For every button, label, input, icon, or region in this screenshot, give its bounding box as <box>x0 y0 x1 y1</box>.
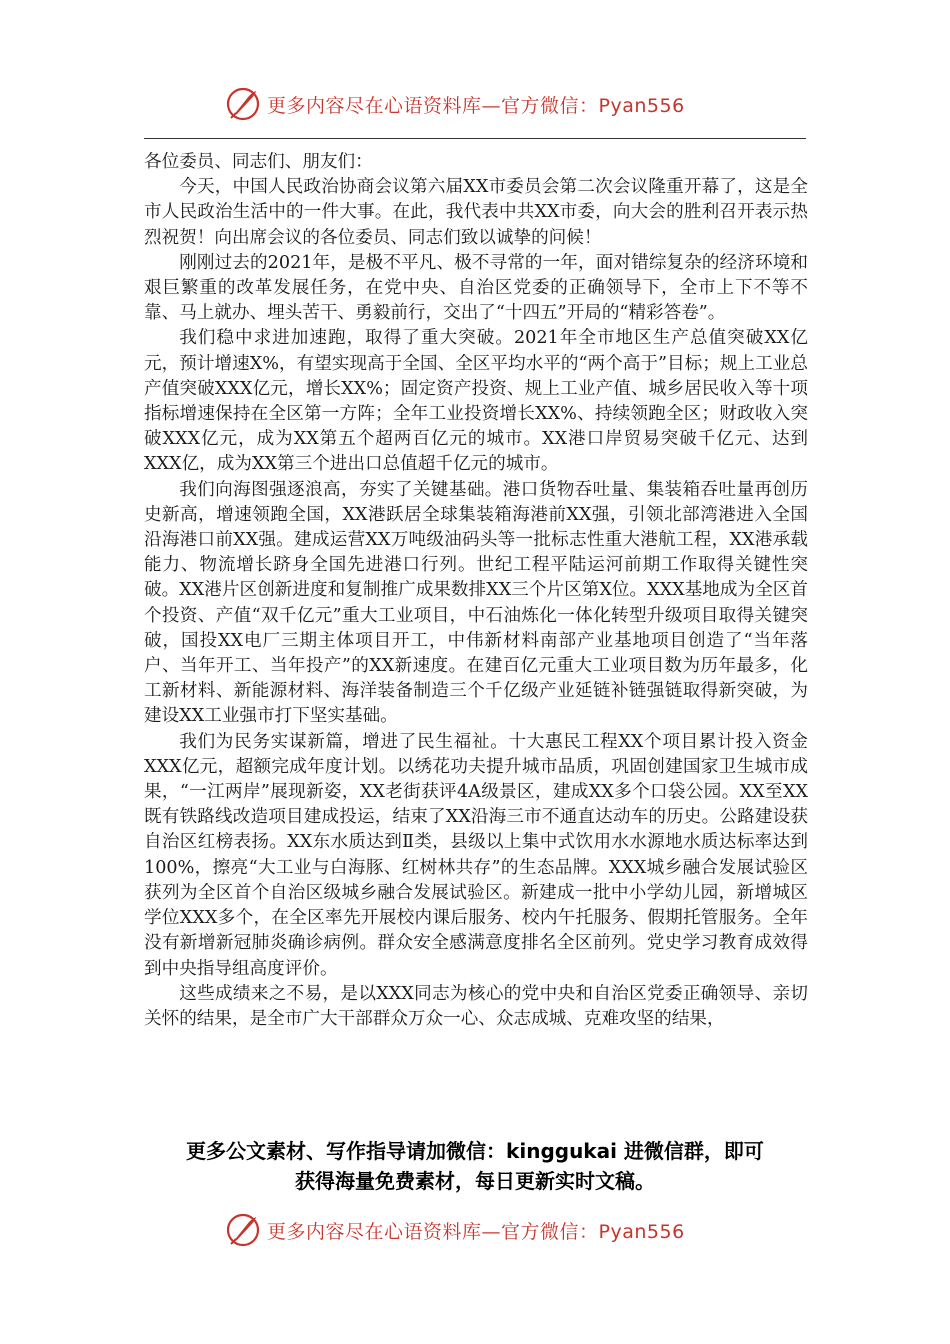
footer-banner-text <box>267 1217 685 1244</box>
header-banner <box>225 84 725 124</box>
paragraph-economic-breakthrough: 我们稳中求进加速跑，取得了重大突破。2021年全市地区生产总值突破XX亿元，预计增速X%，有望实现高于全国、全区平均水平的“两个高于”目标；规上工业总产值突破XXX亿元，增长XX%；固定资产投资、规上工业产值、城乡居民收入等十项指标增速保持在全区第一方阵；全年工业投资增长XX%、持续领跑全区；财政收入突破XXX亿元，成为XX第五个超两百亿元的城市。XX港口岸贸易突破千亿元、达到XXX亿，成为XX第三个进出口总值超千亿元的城市。 <box>144 328 808 475</box>
paragraph-opening: 今天，中国人民政治协商会议第六届XX市委员会第二次会议隆重开幕了，这是全市人民政治生活中的一件大事。在此，我代表中共XX市委，向大会的胜利召开表示热烈祝贺！向出席会议的各位委员、同志们致以诚挚的问候！ <box>144 177 808 248</box>
paragraph-port-industry: 我们向海图强逐浪高，夯实了关键基础。港口货物吞吐量、集装箱吞吐量再创历史新高，增速领跑全国，XX港跃居全球集装箱海港前XX强，引领北部湾港进入全国沿海港口前XX强。建成运营XX万吨级油码头等一批标志性重大港航工程，XX港承载能力、物流增长跻身全国先进港口行列。世纪工程平陆运河前期工作取得关键性突破。XX港片区创新进度和复制推广成果数排XX三个片区第X位。XXX基地成为全区首个投资、产值“双千亿元”重大工业项目，中石油炼化一体化转型升级项目取得关键突破，国投XX电厂三期主体项目开工，中伟新材料南部产业基地项目创造了“当年落户、当年开工、当年投产”的XX新速度。在建百亿元重大工业项目数为历年最多，化工新材料、新能源材料、海洋装备制造三个千亿级产业延链补链强链取得新突破，为建设XX工业强市打下坚实基础。 <box>144 479 808 727</box>
paragraph-review-2021: 刚刚过去的2021年，是极不平凡、极不寻常的一年，面对错综复杂的经济环境和艰巨繁重的改革发展任务，在党中央、自治区党委的正确领导下，全市上下不等不靠、马上就办、埋头苦干、勇毅前行，交出了“十四五”开局的“精彩答卷”。 <box>144 252 808 324</box>
promo-notice <box>120 1136 830 1196</box>
header-wechat-id: Pyan556 <box>598 94 685 117</box>
footer-banner <box>225 1210 725 1250</box>
footer-wechat-id: Pyan556 <box>598 1220 685 1243</box>
salutation: 各位委员、同志们、朋友们： <box>144 152 373 172</box>
quill-pen-icon <box>225 86 261 122</box>
header-banner-main: 更多内容尽在心语资料库—官方微信： <box>267 94 599 117</box>
quill-pen-icon <box>225 1212 261 1248</box>
promo-line-1: 更多公文素材、写作指导请加微信：kinggukai 进微信群，即可 <box>186 1139 764 1163</box>
paragraph-acknowledgement: 这些成绩来之不易，是以XXX同志为核心的党中央和自治区党委正确领导、亲切关怀的结果，是全市广大干部群众万众一心、众志成城、克难攻坚的结果， <box>144 983 808 1029</box>
footer-banner-main: 更多内容尽在心语资料库—官方微信： <box>267 1220 599 1243</box>
promo-line-2: 获得海量免费素材，每日更新实时文稿。 <box>295 1169 655 1193</box>
header-divider <box>144 138 806 139</box>
paragraph-livelihood: 我们为民务实谋新篇，增进了民生福祉。十大惠民工程XX个项目累计投入资金XXX亿元，超额完成年度计划。以绣花功夫提升城市品质，巩固创建国家卫生城市成果，“一江两岸”展现新姿，XX老街获评4A级景区，建成XX多个口袋公园。XX至XX既有铁路线改造项目建成投运，结束了XX沿海三市不通直达动车的历史。公路建设获自治区红榜表扬。XX东水质达到Ⅱ类，县级以上集中式饮用水水源地水质达标率达到100%，擦亮“大工业与白海豚、红树林共存”的生态品牌。XXX城乡融合发展试验区获列为全区首个自治区级城乡融合发展试验区。新建成一批中小学幼儿园，新增城区学位XXX多个，在全区率先开展校内课后服务、校内午托服务、假期托管服务。全年没有新增新冠肺炎确诊病例。群众安全感满意度排名全区前列。党史学习教育成效得到中央指导组高度评价。 <box>144 731 808 979</box>
header-banner-text <box>267 91 685 118</box>
document-body <box>144 150 808 1032</box>
